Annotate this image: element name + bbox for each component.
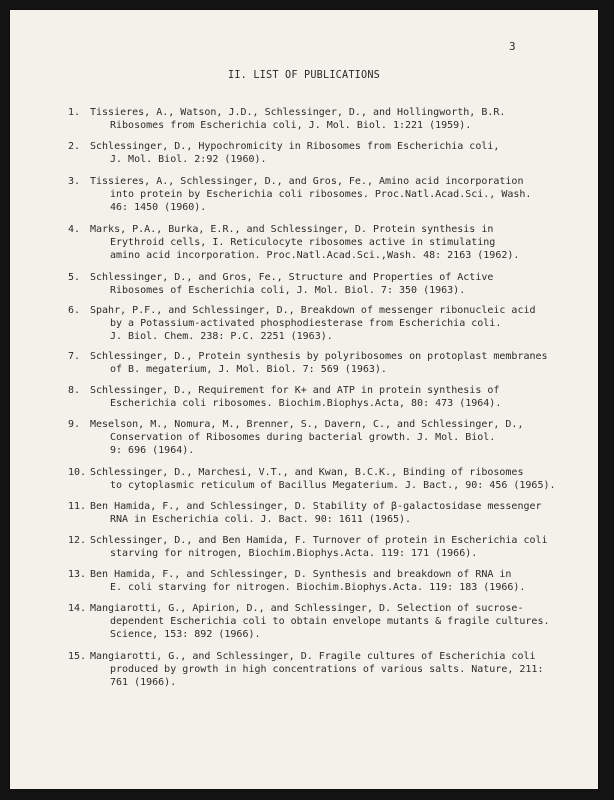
publication-text <box>90 223 548 262</box>
page-number: 3 <box>509 40 516 53</box>
publication-line: Schlessinger, D., Protein synthesis by polyribosomes on protoplast membranes <box>90 351 548 362</box>
publication-text <box>90 500 548 526</box>
publication-number: 12. <box>68 535 87 546</box>
publication-line: Ribosomes from Escherichia coli, J. Mol. Biol. 1:221 (1959). <box>110 120 472 131</box>
publication-number: 10. <box>68 467 87 478</box>
publication-text <box>90 466 556 492</box>
publication-line: Meselson, M., Nomura, M., Brenner, S., Davern, C., and Schlessinger, D., <box>90 419 524 430</box>
publication-line: E. coli starving for nitrogen. Biochim.Biophys.Acta. 119: 183 (1966). <box>110 582 526 593</box>
publication-line: produced by growth in high concentrations of various salts. Nature, 211: <box>110 664 544 675</box>
publication-number: 2. <box>68 141 81 152</box>
publication-line: Tissieres, A., Watson, J.D., Schlessinger, D., and Hollingworth, B.R. <box>90 107 506 118</box>
publication-text <box>90 534 548 560</box>
publication-text <box>90 602 548 641</box>
publication-number: 5. <box>68 272 81 283</box>
publication-text <box>90 418 548 457</box>
publication-line: of B. megaterium, J. Mol. Biol. 7: 569 (1963). <box>110 364 387 375</box>
publication-text <box>90 271 548 297</box>
publication-number: 4. <box>68 224 81 235</box>
publication-line: Schlessinger, D., Requirement for K+ and ATP in protein synthesis of <box>90 385 500 396</box>
publication-line: Ribosomes of Escherichia coli, J. Mol. Biol. 7: 350 (1963). <box>110 285 466 296</box>
publication-line: dependent Escherichia coli to obtain envelope mutants & fragile cultures. <box>110 616 550 627</box>
publication-text <box>90 568 548 594</box>
publication-line: 46: 1450 (1960). <box>110 202 207 213</box>
publication-text <box>90 106 548 132</box>
publication-text <box>90 304 548 343</box>
publication-line: J. Mol. Biol. 2:92 (1960). <box>110 154 267 165</box>
publication-line: Ben Hamida, F., and Schlessinger, D. Synthesis and breakdown of RNA in <box>90 569 512 580</box>
publication-line: by a Potassium-activated phosphodiesterase from Escherichia coli. <box>110 318 502 329</box>
publication-number: 13. <box>68 569 87 580</box>
publication-line: 761 (1966). <box>110 677 177 688</box>
publication-line: Schlessinger, D., and Gros, Fe., Structure and Properties of Active <box>90 272 494 283</box>
document-page <box>10 10 598 789</box>
publication-line: Tissieres, A., Schlessinger, D., and Gros, Fe., Amino acid incorporation <box>90 176 524 187</box>
publication-line: J. Biol. Chem. 238: P.C. 2251 (1963). <box>110 331 333 342</box>
publication-text <box>90 650 548 689</box>
publication-number: 3. <box>68 176 81 187</box>
publication-line: starving for nitrogen, Biochim.Biophys.Acta. 119: 171 (1966). <box>110 548 478 559</box>
publication-line: Marks, P.A., Burka, E.R., and Schlessinger, D. Protein synthesis in <box>90 224 494 235</box>
section-heading: II. LIST OF PUBLICATIONS <box>228 70 381 81</box>
publication-number: 14. <box>68 603 87 614</box>
publication-line: Erythroid cells, I. Reticulocyte ribosomes active in stimulating <box>110 237 496 248</box>
publication-number: 6. <box>68 305 81 316</box>
publication-line: Ben Hamida, F., and Schlessinger, D. Stability of β-galactosidase messenger <box>90 501 542 512</box>
publication-line: Science, 153: 892 (1966). <box>110 629 261 640</box>
publication-line: 9: 696 (1964). <box>110 445 195 456</box>
publication-line: Schlessinger, D., Hypochromicity in Ribosomes from Escherichia coli, <box>90 141 500 152</box>
publication-text <box>90 384 548 410</box>
publication-text <box>90 175 548 214</box>
publication-number: 1. <box>68 107 81 118</box>
publication-line: Schlessinger, D., Marchesi, V.T., and Kwan, B.C.K., Binding of ribosomes <box>90 467 524 478</box>
publication-line: Mangiarotti, G., and Schlessinger, D. Fragile cultures of Escherichia coli <box>90 651 536 662</box>
publication-number: 8. <box>68 385 81 396</box>
publication-line: into protein by Escherichia coli ribosomes. Proc.Natl.Acad.Sci., Wash. <box>110 189 532 200</box>
publication-line: Escherichia coli ribosomes. Biochim.Biophys.Acta, 80: 473 (1964). <box>110 398 502 409</box>
publication-text <box>90 350 548 376</box>
publication-line: Schlessinger, D., and Ben Hamida, F. Turnover of protein in Escherichia coli <box>90 535 548 546</box>
publication-number: 15. <box>68 651 87 662</box>
publication-line: Spahr, P.F., and Schlessinger, D., Breakdown of messenger ribonucleic acid <box>90 305 536 316</box>
publication-line: to cytoplasmic reticulum of Bacillus Megaterium. J. Bact., 90: 456 (1965). <box>110 480 556 491</box>
publication-number: 11. <box>68 501 87 512</box>
publication-number: 7. <box>68 351 81 362</box>
publication-text <box>90 140 548 166</box>
publication-line: Mangiarotti, G., Apirion, D., and Schlessinger, D. Selection of sucrose- <box>90 603 524 614</box>
publication-line: RNA in Escherichia coli. J. Bact. 90: 1611 (1965). <box>110 514 412 525</box>
publication-number: 9. <box>68 419 81 430</box>
publication-line: amino acid incorporation. Proc.Natl.Acad.Sci.,Wash. 48: 2163 (1962). <box>110 250 520 261</box>
publication-line: Conservation of Ribosomes during bacterial growth. J. Mol. Biol. <box>110 432 496 443</box>
